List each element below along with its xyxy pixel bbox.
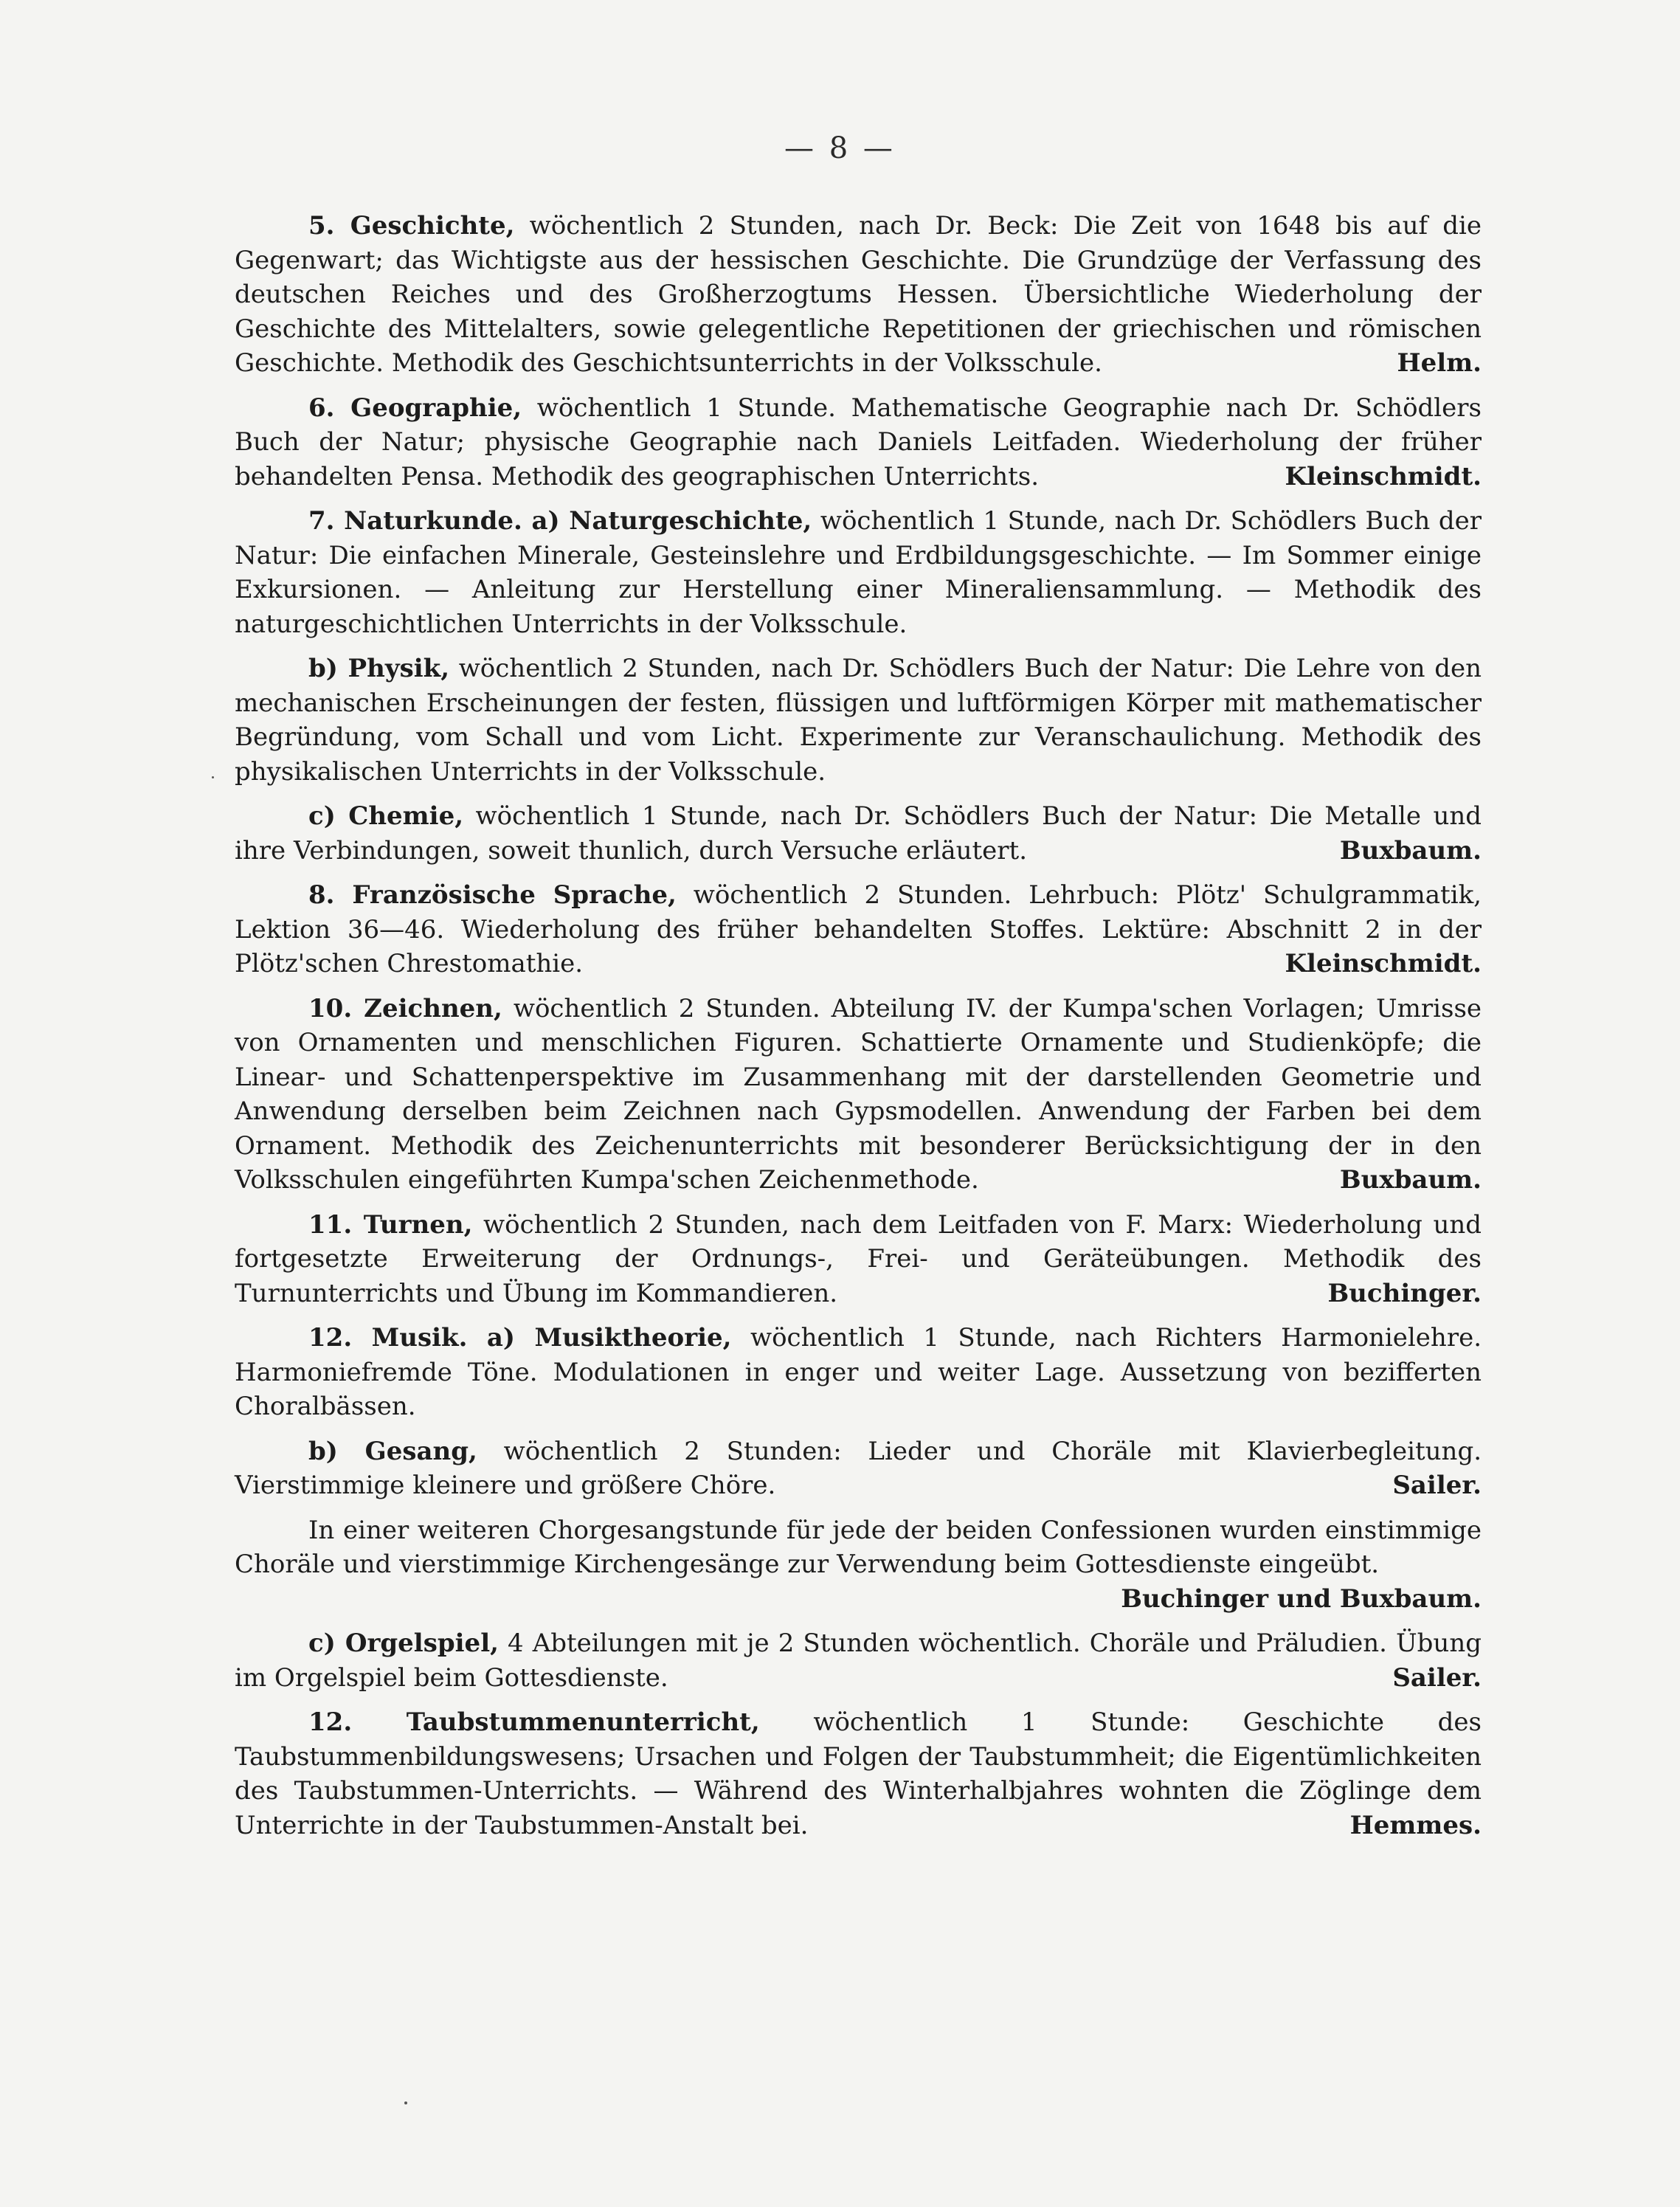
paper-speck (404, 2101, 407, 2104)
section-heading: 11. Turnen, (308, 1209, 473, 1240)
section-heading: b) Physik, (308, 654, 450, 683)
section-physik (235, 652, 1482, 789)
section-heading: b) Gesang, (308, 1436, 477, 1466)
teacher-signature: Helm. (1397, 348, 1482, 378)
teacher-signature: Hemmes. (1349, 1810, 1482, 1840)
section-heading: 8. Französische Sprache, (308, 880, 677, 910)
section-text: wöchentlich 2 Stunden: Lieder und Choräle mit Klavierbegleitung. Vierstimmige kleinere und größere Chöre. (235, 1436, 1482, 1500)
section-naturgeschichte (235, 504, 1482, 641)
section-geschichte (235, 209, 1482, 381)
section-heading: c) Orgelspiel, (308, 1629, 499, 1658)
section-heading: 7. Naturkunde. a) Naturgeschichte, (308, 506, 812, 536)
section-text: wöchentlich 1 Stunde. Mathematische Geographie nach Dr. Schödlers Buch der Natur; physische Geographie nach Daniels Leitfaden. Wiederholung der früher behandelten Pensa. Methodik des geographischen Unterrichts. (235, 393, 1482, 491)
section-heading: 10. Zeichnen, (308, 993, 502, 1023)
section-heading: 12. Taubstummenunterricht, (308, 1707, 760, 1737)
teacher-signature: Sailer. (1392, 1471, 1482, 1500)
section-text: wöchentlich 2 Stunden, nach Dr. Schödlers Buch der Natur: Die Lehre von den mechanischen Erscheinungen der festen, flüssigen und luftförmigen Körper mit mathematischer Begründung, vom Schall und vom Licht. Experimente zur Veranschaulichung. Methodik des physikalischen Unterrichts in der Volksschule. (235, 654, 1482, 787)
section-chemie (235, 799, 1482, 868)
teacher-signature: Kleinschmidt. (1285, 461, 1482, 491)
teacher-signature: Buchinger und Buxbaum. (1121, 1583, 1482, 1614)
section-musiktheorie (235, 1321, 1482, 1424)
section-chorgesang (235, 1513, 1482, 1582)
section-gesang (235, 1434, 1482, 1503)
teacher-signature: Sailer. (1392, 1662, 1482, 1693)
section-text: In einer weiteren Chorgesangstunde für jede der beiden Confessionen wurden einstimmige Choräle und vierstimmige Kirchengesänge zur Verwendung beim Gottesdienste eingeübt. (235, 1515, 1482, 1579)
section-franzoesisch (235, 878, 1482, 981)
section-text: wöchentlich 1 Stunde, nach Richters Harmonielehre. Harmoniefremde Töne. Modulationen in enger und weiter Lage. Aussetzung von bezifferten Choralbässen. (235, 1323, 1482, 1421)
section-heading: 5. Geschichte, (308, 211, 515, 241)
section-heading: c) Chemie, (308, 801, 464, 831)
section-heading: 12. Musik. a) Musiktheorie, (308, 1323, 732, 1353)
teacher-signature: Buxbaum. (1339, 835, 1482, 866)
document-body (235, 209, 1482, 1853)
teacher-signature: Buxbaum. (1339, 1165, 1482, 1195)
section-taubstummenunterricht (235, 1705, 1482, 1842)
paper-speck (212, 776, 214, 778)
section-heading: 6. Geographie, (308, 393, 522, 423)
section-text: wöchentlich 1 Stunde, nach Dr. Schödlers Buch der Natur: Die Metalle und ihre Verbindungen, soweit thunlich, durch Versuche erläutert. (235, 801, 1482, 866)
teacher-signature: Kleinschmidt. (1285, 949, 1482, 978)
section-text: wöchentlich 2 Stunden. Abteilung IV. der Kumpa'schen Vorlagen; Umrisse von Ornamenten und menschlichen Figuren. Schattierte Ornamente und Studienköpfe; die Linear- und Schattenperspektive im Zusammenhang mit der darstellenden Geometrie und Anwendung derselben beim Zeichnen nach Gypsmodellen. Anwendung der Farben bei dem Ornament. Methodik des Zeichenunterrichts mit besonderer Berücksichtigung der in den Volksschulen eingeführten Kumpa'schen Zeichenmethode. (235, 993, 1482, 1195)
section-geographie (235, 391, 1482, 494)
section-orgelspiel (235, 1626, 1482, 1695)
section-text: wöchentlich 2 Stunden, nach dem Leitfaden von F. Marx: Wiederholung und fortgesetzte Erweiterung der Ordnungs-, Frei- und Geräteübungen. Methodik des Turnunterrichts und Übung im Kommandieren. (235, 1209, 1482, 1308)
section-zeichnen (235, 992, 1482, 1198)
section-text: wöchentlich 1 Stunde: Geschichte des Taubstummenbildungswesens; Ursachen und Folgen der Taubstummheit; die Eigentümlichkeiten des Taubstummen-Unterrichts. — Während des Winterhalbjahres wohnten die Zöglinge dem Unterrichte in der Taubstummen-Anstalt bei. (235, 1707, 1482, 1840)
section-turnen (235, 1208, 1482, 1311)
page-number: — 8 — (784, 131, 896, 165)
teacher-signature: Buchinger. (1327, 1278, 1482, 1308)
section-text: wöchentlich 2 Stunden, nach Dr. Beck: Die Zeit von 1648 bis auf die Gegenwart; das Wichtigste aus der hessischen Geschichte. Die Grundzüge der Verfassung des deutschen Reiches und des Großherzogtums Hessen. Übersichtliche Wiederholung der Geschichte des Mittelalters, sowie gelegentliche Repetitionen der griechischen und römischen Geschichte. Methodik des Geschichtsunterrichts in der Volksschule. (235, 211, 1482, 378)
section-text: wöchentlich 2 Stunden. Lehrbuch: Plötz' Schulgrammatik, Lektion 36—46. Wiederholung des früher behandelten Stoffes. Lektüre: Abschnitt 2 in der Plötz'schen Chrestomathie. (235, 880, 1482, 978)
section-text: 4 Abteilungen mit je 2 Stunden wöchentlich. Choräle und Präludien. Übung im Orgelspiel beim Gottesdienste. (235, 1629, 1482, 1693)
section-text: wöchentlich 1 Stunde, nach Dr. Schödlers Buch der Natur: Die einfachen Minerale, Gesteinslehre und Erdbildungsgeschichte. — Im Sommer einige Exkursionen. — Anleitung zur Herstellung einer Mineraliensammlung. — Methodik des naturgeschichtlichen Unterrichts in der Volksschule. (235, 506, 1482, 639)
